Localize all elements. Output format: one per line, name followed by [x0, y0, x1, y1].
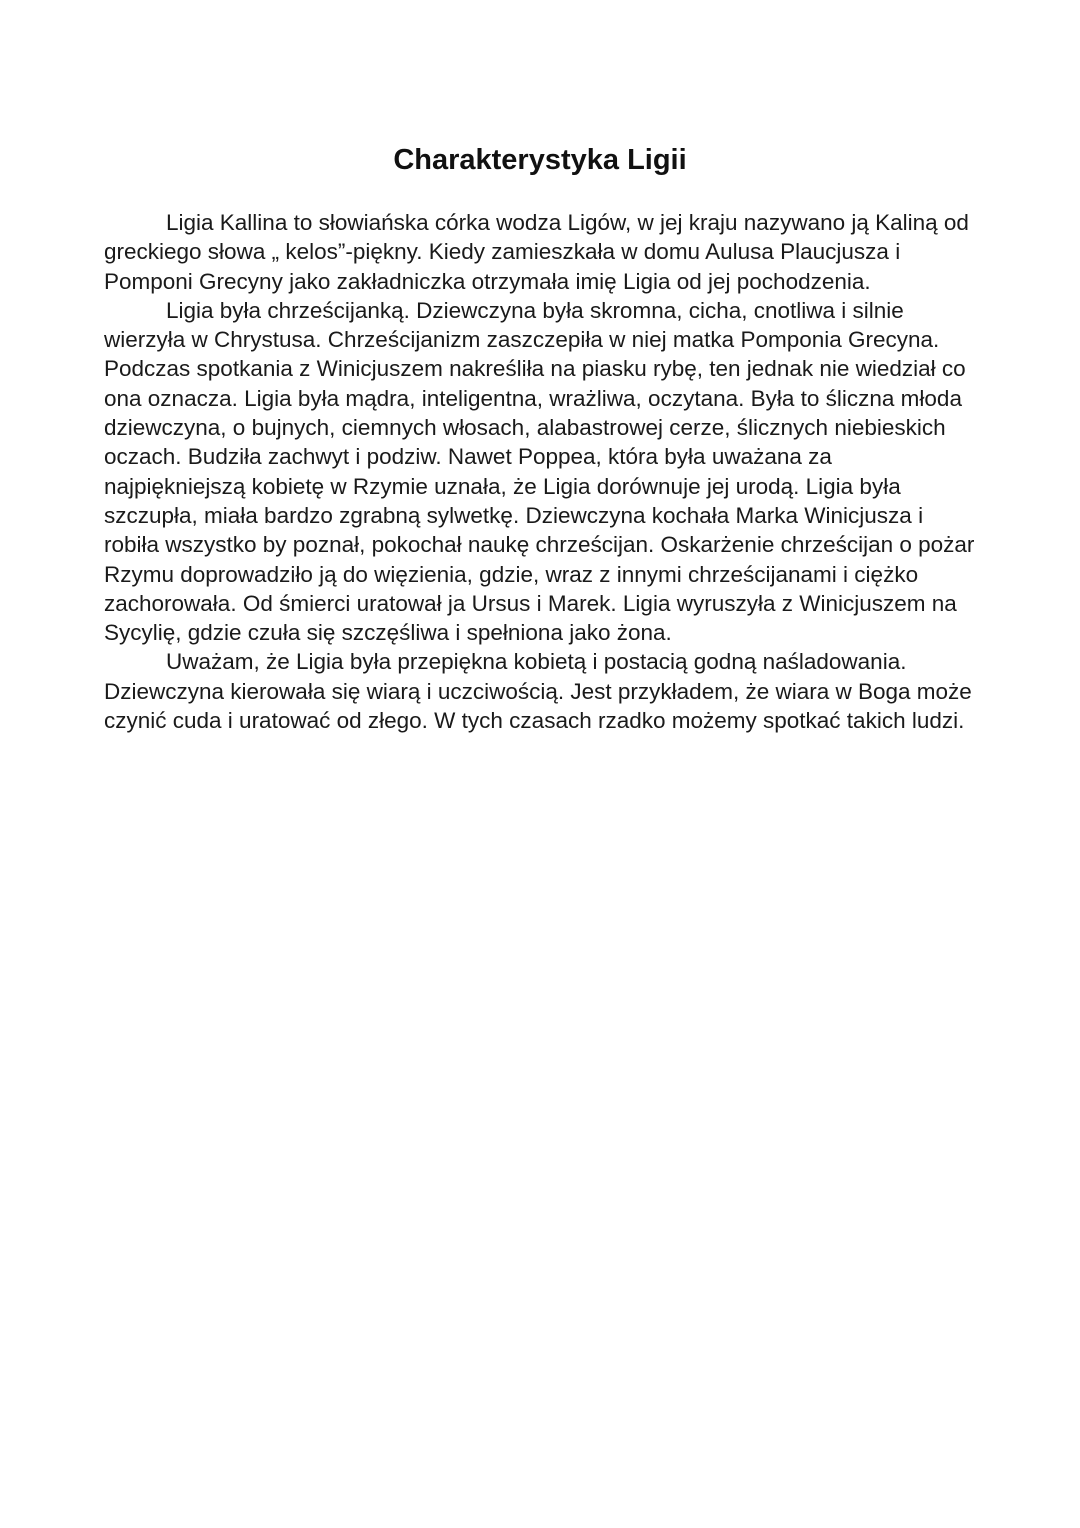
- document-title: Charakterystyka Ligii: [393, 144, 687, 176]
- document-body: [104, 208, 976, 735]
- paragraph-character: Ligia była chrześcijanką. Dziewczyna była skromna, cicha, cnotliwa i silnie wierzyła w Chrystusa. Chrześcijanizm zaszczepiła w niej matka Pomponia Grecyna. Podczas spotkania z Winicjuszem nakreśliła na piasku rybę, ten jednak nie wiedział co ona oznacza. Ligia była mądra, inteligentna, wrażliwa, oczytana. Była to śliczna młoda dziewczyna, o bujnych, ciemnych włosach, alabastrowej cerze, ślicznych niebieskich oczach. Budziła zachwyt i podziw. Nawet Poppea, która była uważana za najpiękniejszą kobietę w Rzymie uznała, że Ligia dorównuje jej urodą. Ligia była szczupła, miała bardzo zgrabną sylwetkę. Dziewczyna kochała Marka Winicjusza i robiła wszystko by poznał, pokochał naukę chrześcijan. Oskarżenie chrześcijan o pożar Rzymu doprowadziło ją do więzienia, gdzie, wraz z innymi chrześcijanami i ciężko zachorowała. Od śmierci uratował ja Ursus i Marek. Ligia wyruszyła z Winicjuszem na Sycylię, gdzie czuła się szczęśliwa i spełniona jako żona.: [104, 297, 975, 646]
- paragraph-conclusion: Uważam, że Ligia była przepiękna kobietą i postacią godną naśladowania. Dziewczyna kierowała się wiarą i uczciwością. Jest przykładem, że wiara w Boga może czynić cuda i uratować od złego. W tych czasach rzadko możemy spotkać takich ludzi.: [104, 649, 972, 734]
- paragraph-origin: Ligia Kallina to słowiańska córka wodza Ligów, w jej kraju nazywano ją Kaliną od greckiego słowa „ kelos”-piękny. Kiedy zamieszkała w domu Aulusa Plaucjusza i Pomponi Grecyny jako zakładniczka otrzymała imię Ligia od jej pochodzenia.: [104, 210, 969, 294]
